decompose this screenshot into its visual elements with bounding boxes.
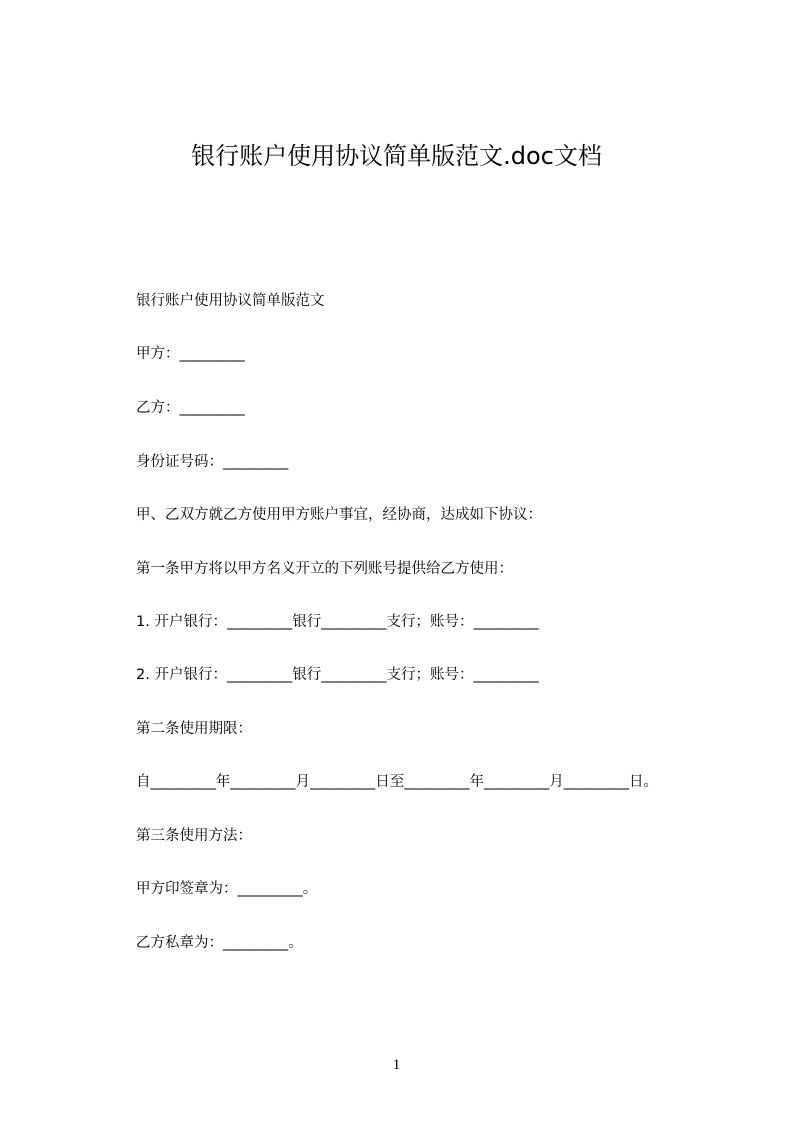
heading-agreement-name: 银行账户使用协议简单版范文 [136,293,325,309]
article-one-heading: 第一条甲方将以甲方名义开立的下列账号提供给乙方使用： [136,561,513,577]
article-two-heading: 第二条使用期限： [136,721,252,737]
party-b-seal-line: 乙方私章为：_________。 [136,935,303,951]
document-title: 银行账户使用协议简单版范文.doc文档 [191,142,602,170]
party-a-line: 甲方：_________ [136,346,245,362]
article-three-heading: 第三条使用方法： [136,828,252,844]
usage-period-line: 自_________年_________月_________日至_________年_________月_________日。 [136,774,658,790]
page-number: 1 [392,1057,401,1073]
party-a-seal-line: 甲方印签章为：_________。 [136,881,318,897]
bank-account-item-1: 1. 开户银行：_________银行_________支行；账号：_________ [136,614,539,630]
preamble-paragraph: 甲、乙双方就乙方使用甲方账户事宜，经协商，达成如下协议： [136,507,542,523]
id-number-line: 身份证号码：_________ [136,454,289,470]
party-b-line: 乙方：_________ [136,400,245,416]
bank-account-item-2: 2. 开户银行：_________银行_________支行；账号：_________ [136,667,539,683]
